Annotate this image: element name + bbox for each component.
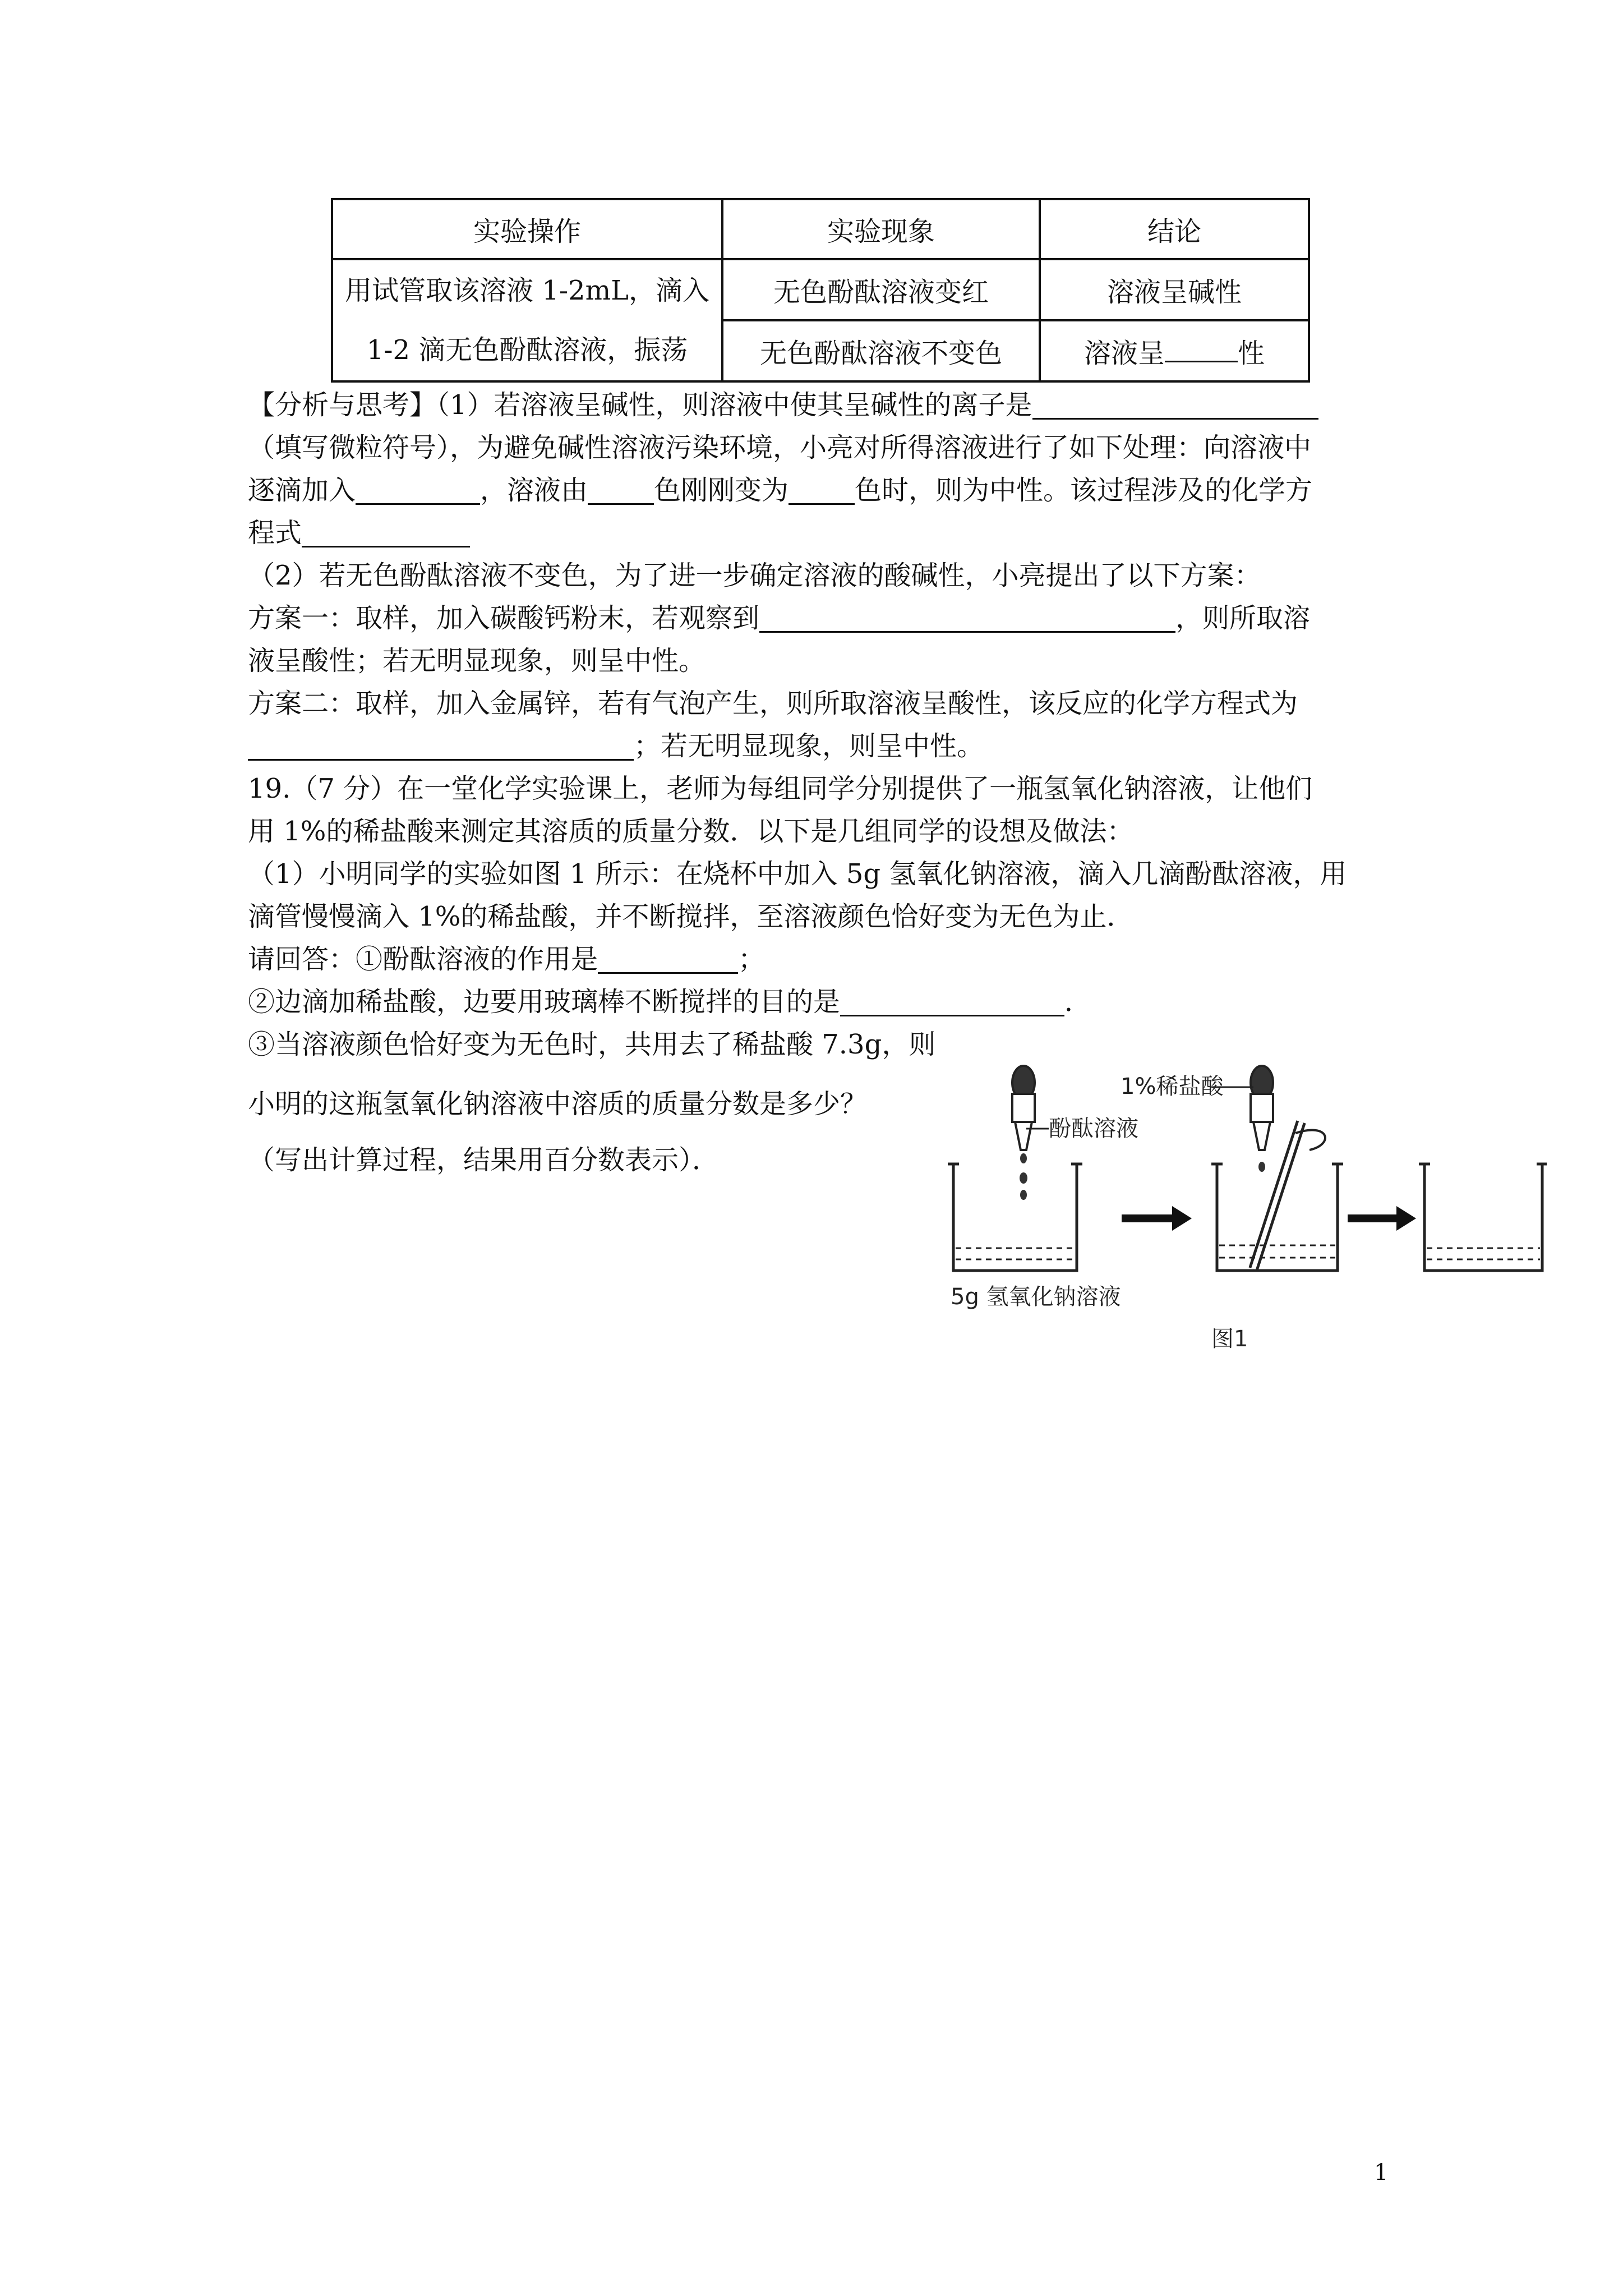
text-line xyxy=(248,597,1310,639)
text-line: （填写微粒符号），为避免碱性溶液污染环境，小亮对所得溶液进行了如下处理：向溶液中 xyxy=(248,432,1312,463)
answer-blank[interactable] xyxy=(248,730,634,761)
arrow-icon xyxy=(1348,1206,1416,1231)
dropper-icon xyxy=(1012,1066,1035,1150)
text-line xyxy=(248,938,765,981)
analysis-text: ，则所取溶 xyxy=(1175,602,1311,634)
conclusion-cell: 溶液呈碱性 xyxy=(1040,259,1309,320)
text-line: ③当溶液颜色恰好变为无色时，共用去了稀盐酸 7.3g，则 xyxy=(248,1029,936,1060)
header-conclusion: 结论 xyxy=(1040,199,1309,259)
analysis-text: ，溶液由 xyxy=(480,475,588,506)
analysis-text: 逐滴加入 xyxy=(248,475,356,506)
analysis-text: 色刚刚变为 xyxy=(654,475,789,506)
beaker-icon xyxy=(1419,1164,1547,1271)
question-text: ． xyxy=(1064,986,1092,1018)
page-number: 1 xyxy=(1374,2160,1389,2185)
operation-cell xyxy=(332,259,722,381)
text-line xyxy=(248,384,1318,426)
analysis-text: 方案一：取样，加入碳酸钙粉末，若观察到 xyxy=(248,602,760,634)
text-line: 液呈酸性；若无明显现象，则呈中性。 xyxy=(248,645,706,677)
text-line xyxy=(248,512,470,554)
analysis-text: 程式 xyxy=(248,517,302,549)
beaker-icon xyxy=(948,1164,1082,1271)
answer-blank[interactable] xyxy=(1165,338,1238,362)
answer-blank[interactable] xyxy=(1032,389,1318,420)
answer-blank[interactable] xyxy=(356,474,480,505)
figure-caption: 图1 xyxy=(1211,1326,1248,1352)
text-line xyxy=(248,981,1091,1023)
text-line: 方案二：取样，加入金属锌，若有气泡产生，则所取溶液呈酸性，该反应的化学方程式为 xyxy=(248,688,1298,719)
header-operation: 实验操作 xyxy=(332,199,722,259)
text-line: 19.（7 分）在一堂化学实验课上，老师为每组同学分别提供了一瓶氢氧化钠溶液，让他们 xyxy=(248,773,1313,804)
drop-icon xyxy=(1258,1162,1265,1172)
phenomenon-cell: 无色酚酞溶液变红 xyxy=(722,259,1040,320)
analysis-text: 【分析与思考】（1）若溶液呈碱性，则溶液中使其呈碱性的离子是 xyxy=(248,389,1032,421)
operation-line-2: 1-2 滴无色酚酞溶液，振荡 xyxy=(366,334,688,366)
experiment-table xyxy=(331,198,1310,383)
answer-blank[interactable] xyxy=(598,943,738,974)
label-naoh: 5g 氢氧化钠溶液 xyxy=(951,1284,1121,1310)
label-phenolphthalein: 酚酞溶液 xyxy=(1049,1116,1138,1142)
answer-blank[interactable] xyxy=(588,474,654,505)
conclusion-text: 性 xyxy=(1238,338,1265,369)
question-text: ； xyxy=(738,944,766,975)
question-text: ②边滴加稀盐酸，边要用玻璃棒不断搅拌的目的是 xyxy=(248,986,841,1018)
text-line: 用 1%的稀盐酸来测定其溶质的质量分数．以下是几组同学的设想及做法： xyxy=(248,816,1134,847)
answer-blank[interactable] xyxy=(302,517,470,547)
question-text: 请回答：①酚酞溶液的作用是 xyxy=(248,944,598,975)
text-line xyxy=(248,469,1312,512)
text-line: 滴管慢慢滴入 1%的稀盐酸，并不断搅拌，至溶液颜色恰好变为无色为止． xyxy=(248,901,1134,932)
arrow-icon xyxy=(1122,1206,1192,1231)
label-hcl: 1%稀盐酸 xyxy=(1121,1074,1224,1099)
text-line xyxy=(248,725,984,767)
text-line: （1）小明同学的实验如图 1 所示：在烧杯中加入 5g 氢氧化钠溶液，滴入几滴酚酞溶液，用 xyxy=(248,858,1347,890)
analysis-text: ；若无明显现象，则呈中性。 xyxy=(634,730,984,762)
answer-blank[interactable] xyxy=(840,986,1064,1016)
answer-blank[interactable] xyxy=(789,474,855,505)
conclusion-text: 溶液呈 xyxy=(1083,338,1165,369)
drop-icon xyxy=(1020,1153,1027,1200)
operation-line-1: 用试管取该溶液 1-2mL，滴入 xyxy=(345,275,709,306)
experiment-figure xyxy=(942,1055,1548,1369)
text-line: （2）若无色酚酞溶液不变色，为了进一步确定溶液的酸碱性，小亮提出了以下方案： xyxy=(248,560,1261,591)
conclusion-cell xyxy=(1040,320,1309,381)
text-line: （写出计算过程，结果用百分数表示）． xyxy=(248,1144,720,1176)
dropper-icon xyxy=(1251,1066,1273,1150)
text-line: 小明的这瓶氢氧化钠溶液中溶质的质量分数是多少？ xyxy=(248,1088,868,1120)
answer-blank[interactable] xyxy=(759,602,1175,633)
phenomenon-cell: 无色酚酞溶液不变色 xyxy=(722,320,1040,381)
analysis-text: 色时，则为中性。该过程涉及的化学方 xyxy=(855,475,1313,506)
header-phenomenon: 实验现象 xyxy=(722,199,1040,259)
